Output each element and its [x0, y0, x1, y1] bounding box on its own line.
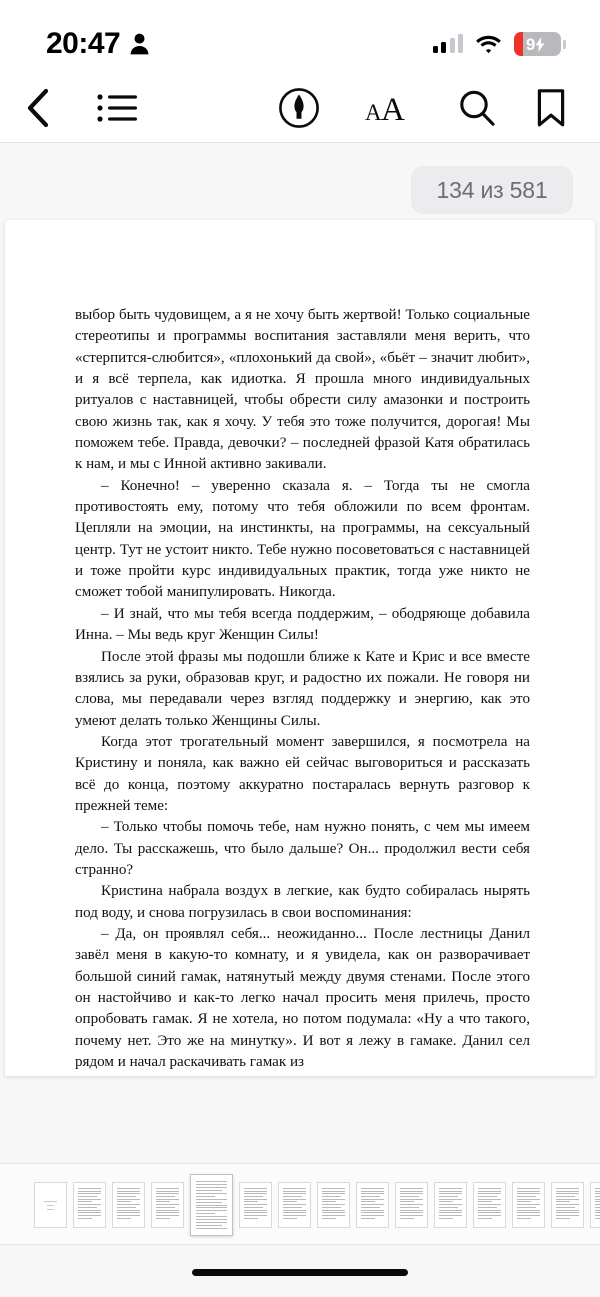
thumbnail-text-line: [556, 1201, 570, 1202]
thumbnail-text-line: [117, 1201, 131, 1202]
thumbnail-text-line: [244, 1207, 263, 1208]
thumbnail-text-line: [439, 1201, 453, 1202]
thumbnail-text-line: [156, 1201, 170, 1202]
status-bar: [0, 0, 600, 72]
thumbnail-text-line: [78, 1207, 97, 1208]
thumbnail-text-line: [439, 1218, 453, 1219]
thumbnail-text-line: [156, 1193, 179, 1194]
thumbnail-text-line: [78, 1215, 101, 1216]
reader-page[interactable]: [5, 220, 595, 1076]
bookmark-icon: [537, 89, 565, 127]
thumbnail-text-line: [78, 1201, 92, 1202]
thumbnail-text-line: [439, 1204, 462, 1205]
thumbnail-text-line: [196, 1190, 222, 1191]
thumbnail-text-line: [478, 1212, 501, 1213]
thumbnail-text-line: [244, 1191, 267, 1192]
thumbnail-text-line: [196, 1202, 222, 1203]
bulleted-list-icon: [97, 93, 137, 123]
thumbnail-text-line: [400, 1201, 414, 1202]
thumbnail-text-line: [439, 1193, 462, 1194]
thumbnail-text-line: [156, 1191, 179, 1192]
thumbnail-text-line: [156, 1199, 179, 1200]
thumbnail-page[interactable]: [112, 1182, 145, 1228]
thumbnail-text-line: [517, 1191, 540, 1192]
thumbnail-text-line: [78, 1204, 101, 1205]
status-bar-right: [433, 32, 567, 56]
thumbnail-text-line: [400, 1210, 423, 1211]
thumbnail-text-line: [595, 1199, 600, 1200]
thumbnail-text-line: [478, 1204, 501, 1205]
thumbnail-page[interactable]: [317, 1182, 350, 1228]
thumbnail-text-line: [361, 1191, 384, 1192]
search-button[interactable]: [446, 72, 508, 143]
thumbnail-text-line: [517, 1204, 540, 1205]
status-bar-clock: 20:47: [46, 27, 121, 60]
thumbnail-page[interactable]: [356, 1182, 389, 1228]
thumbnail-text-line: [361, 1210, 384, 1211]
thumbnail-text-line: [78, 1218, 92, 1219]
wifi-icon: [476, 35, 501, 54]
thumbnail-text-line: [244, 1204, 267, 1205]
thumbnail-text-line: [361, 1212, 384, 1213]
thumbnail-text-line: [478, 1193, 501, 1194]
page-paragraph: Кристина набрала воздух в легкие, как будто собиралась нырять под воду, и снова погрузилась в свои воспоминания:: [75, 883, 530, 921]
thumbnail-text-line: [78, 1212, 101, 1213]
thumbnail-text-line: [361, 1201, 375, 1202]
thumbnail-text-line: [196, 1210, 227, 1211]
thumbnail-text-line: [556, 1191, 579, 1192]
thumbnail-text-line: [78, 1191, 101, 1192]
thumbnail-text-line: [400, 1199, 423, 1200]
lightning-bolt-icon: [535, 37, 545, 52]
thumbnail-text-line: [283, 1207, 302, 1208]
bookmark-button[interactable]: [522, 72, 580, 143]
thumbnail-page[interactable]: [151, 1182, 184, 1228]
page-paragraph: выбор быть чудовищем, а я не хочу быть жертвой! Только социальные стереотипы и программы воспитания заставляли меня верить, что «стерпится-слюбится», «плохонький да свой», «бьёт – значит любит», и я всё терпела, как идиотка. Я прошла много индивидуальных ритуалов с наставницей, чтобы обрести силу амазонки и построить свою жизнь так, как я хочу. У тебя это тоже получится, дорогая! Мы поможем тебе. Правда, девочки? – последней фразой Катя обратилась к нам, и мы с Инной активно закивали.: [75, 307, 530, 473]
thumbnail-text-line: [556, 1207, 575, 1208]
thumbnail-page[interactable]: [590, 1182, 600, 1228]
thumbnail-text-line: [595, 1193, 600, 1194]
thumbnail-text-line: [156, 1218, 170, 1219]
thumbnail-text-line: [595, 1191, 600, 1192]
thumbnail-text-line: [595, 1212, 600, 1213]
thumbnail-text-line: [439, 1212, 462, 1213]
page-paragraph: – Только чтобы помочь тебе, нам нужно понять, с чем мы имеем дело. Ты расскажешь, что было дальше? Он... продолжил вести себя странно?: [75, 819, 530, 878]
thumbnail-text-line: [517, 1212, 540, 1213]
thumbnail-text-line: [117, 1199, 140, 1200]
thumbnail-text-line: [322, 1191, 345, 1192]
thumbnail-text-line: [244, 1218, 258, 1219]
thumbnail-text-line: [196, 1219, 227, 1220]
battery-cap: [563, 40, 566, 49]
thumbnail-text-line: [595, 1196, 600, 1197]
thumbnail-text-line: [156, 1196, 175, 1197]
thumbnail-text-line: [595, 1204, 600, 1205]
thumbnail-text-line: [78, 1210, 101, 1211]
status-bar-left: [46, 29, 149, 59]
thumbnail-text-line: [244, 1212, 267, 1213]
thumbnail-page[interactable]: [551, 1182, 584, 1228]
thumbnail-text-line: [556, 1212, 579, 1213]
thumbnail-text-line: [196, 1228, 227, 1229]
thumbnail-text-line: [244, 1215, 267, 1216]
thumbnail-text-line: [478, 1196, 497, 1197]
thumbnail-page[interactable]: [278, 1182, 311, 1228]
thumbnail-text-line: [156, 1215, 179, 1216]
thumbnail-text-line: [47, 1205, 54, 1206]
thumbnail-text-line: [196, 1222, 227, 1223]
thumbnail-page[interactable]: [473, 1182, 506, 1228]
thumbnail-text-line: [400, 1218, 414, 1219]
thumbnail-text-line: [361, 1218, 375, 1219]
thumbnail-text-line: [117, 1193, 140, 1194]
thumbnail-text-line: [196, 1181, 227, 1182]
thumbnail-text-line: [478, 1191, 501, 1192]
thumbnail-text-line: [517, 1188, 540, 1189]
thumbnail-text-line: [196, 1187, 227, 1188]
thumbnail-text-line: [196, 1207, 227, 1208]
thumbnail-text-line: [244, 1188, 267, 1189]
thumbnail-text-line: [556, 1196, 575, 1197]
thumbnail-text-line: [556, 1188, 579, 1189]
battery-fill: [514, 32, 523, 56]
thumbnail-strip[interactable]: [0, 1164, 600, 1246]
thumbnail-text-line: [361, 1188, 384, 1189]
thumbnail-text-line: [478, 1210, 501, 1211]
thumbnail-text-line: [117, 1215, 140, 1216]
thumbnail-text-line: [244, 1201, 258, 1202]
thumbnail-page[interactable]: [73, 1182, 106, 1228]
cellular-bars-icon: [433, 35, 464, 53]
thumbnail-text-line: [361, 1196, 380, 1197]
thumbnail-text-line: [361, 1215, 384, 1216]
thumbnail-text-line: [478, 1201, 492, 1202]
thumbnail-text-line: [322, 1204, 345, 1205]
thumbnail-text-line: [517, 1193, 540, 1194]
thumbnail-text-line: [283, 1218, 297, 1219]
thumbnail-text-line: [78, 1196, 97, 1197]
thumbnail-text-line: [283, 1204, 306, 1205]
thumbnail-text-line: [196, 1193, 227, 1194]
text-size-icon: [365, 91, 413, 125]
thumbnail-text-line: [322, 1215, 345, 1216]
thumbnail-text-line: [361, 1207, 380, 1208]
thumbnail-text-line: [117, 1191, 140, 1192]
thumbnail-text-line: [400, 1188, 423, 1189]
page-paragraph: – Да, он проявлял себя... неожиданно... После лестницы Данил завёл меня в какую-то комнату, и я увидела, как он разворачивает большой синий гамак, натянутый между двумя стенами. После этого он настойчиво и как-то легко начал просить меня прилечь, просто опробовать гамак. Я не хотела, но потом подумала: «Ну а что такого, почему нет. Это же на минутку». И вот я лежу в гамаке. Данил сел рядом и начал раскачивать гамак из: [75, 925, 530, 1071]
thumbnail-text-line: [196, 1184, 227, 1185]
thumbnail-text-line: [117, 1207, 136, 1208]
svg-text:A: A: [381, 91, 405, 125]
thumbnail-text-line: [283, 1215, 306, 1216]
thumbnail-text-line: [400, 1196, 419, 1197]
thumbnail-text-line: [439, 1207, 458, 1208]
thumbnail-text-line: [556, 1215, 579, 1216]
thumbnail-text-line: [322, 1193, 345, 1194]
thumbnail-text-line: [117, 1188, 140, 1189]
thumbnail-text-line: [196, 1199, 227, 1200]
battery-body: [514, 32, 561, 56]
thumbnail-text-line: [283, 1199, 306, 1200]
thumbnail-text-line: [439, 1215, 462, 1216]
thumbnail-page[interactable]: [434, 1182, 467, 1228]
thumbnail-text-line: [322, 1196, 341, 1197]
thumbnail-text-line: [556, 1210, 579, 1211]
thumbnail-text-line: [478, 1207, 497, 1208]
thumbnail-text-line: [517, 1196, 536, 1197]
svg-text:A: A: [365, 99, 382, 125]
thumbnail-text-line: [322, 1218, 336, 1219]
thumbnail-text-line: [196, 1205, 227, 1206]
thumbnail-text-line: [196, 1225, 222, 1226]
battery-percent-label: 9: [525, 34, 536, 54]
thumbnail-text-line: [439, 1188, 462, 1189]
thumbnail-page[interactable]: [512, 1182, 545, 1228]
page-paragraph: – И знай, что мы тебя всегда поддержим, – ободряюще добавила Инна. – Мы ведь круг Женщин Силы!: [75, 605, 530, 644]
thumbnail-text-line: [595, 1188, 600, 1189]
thumbnail-text-line: [439, 1196, 458, 1197]
thumbnail-text-line: [517, 1215, 540, 1216]
page-body-text: [75, 305, 530, 1073]
text-size-button[interactable]: [358, 72, 420, 143]
thumbnail-text-line: [400, 1215, 423, 1216]
thumbnail-text-line: [322, 1207, 341, 1208]
thumbnail-text-line: [283, 1193, 306, 1194]
thumbnail-text-line: [478, 1215, 501, 1216]
thumbnail-text-line: [78, 1193, 101, 1194]
thumbnail-text-line: [196, 1216, 227, 1217]
table-of-contents-button[interactable]: [86, 72, 148, 143]
thumbnail-text-line: [156, 1212, 179, 1213]
thumbnail-text-line: [47, 1209, 54, 1210]
page-paragraph: Когда этот трогательный момент завершился, я посмотрела на Кристину и поняла, как важно ей сейчас выговориться и рассказать всё до конца, поэтому аккуратно постаралась вернуть разговор к прежней теме:: [75, 733, 530, 814]
page-paragraph: После этой фразы мы подошли ближе к Кате и Крис и все вместе взялись за руки, образовав круг, и радостно их пожали. Не говоря ни слова, мы передавали через взгляд поддержку и энергию, как это умеют делать только Женщины Силы.: [75, 648, 530, 729]
thumbnail-text-line: [517, 1218, 531, 1219]
thumbnail-text-line: [595, 1207, 600, 1208]
thumbnail-text-line: [322, 1199, 345, 1200]
thumbnail-page[interactable]: [239, 1182, 272, 1228]
thumbnail-text-line: [556, 1193, 579, 1194]
thumbnail-text-line: [478, 1199, 501, 1200]
thumbnail-text-line: [78, 1188, 101, 1189]
thumbnail-text-line: [78, 1199, 101, 1200]
thumbnail-text-line: [556, 1204, 579, 1205]
magnifier-icon: [458, 89, 496, 127]
thumbnail-text-line: [517, 1201, 531, 1202]
thumbnail-text-line: [595, 1210, 600, 1211]
thumbnail-text-line: [196, 1196, 215, 1197]
thumbnail-text-line: [283, 1191, 306, 1192]
battery-icon: [514, 32, 566, 56]
thumbnail-text-line: [400, 1204, 423, 1205]
reader-toolbar: [0, 72, 600, 143]
thumbnail-text-line: [156, 1204, 179, 1205]
back-button[interactable]: [10, 72, 64, 143]
thumbnail-text-line: [556, 1199, 579, 1200]
thumbnail-text-line: [439, 1191, 462, 1192]
thumbnail-text-line: [283, 1196, 302, 1197]
page-scrubber[interactable]: [0, 1163, 600, 1245]
thumbnail-page[interactable]: [34, 1182, 67, 1228]
home-indicator: [192, 1269, 408, 1276]
thumbnail-text-line: [283, 1212, 306, 1213]
battery-level: [526, 36, 545, 53]
thumbnail-text-line: [156, 1210, 179, 1211]
thumbnail-text-line: [244, 1196, 263, 1197]
thumbnail-text-line: [117, 1218, 131, 1219]
marker-pen-circle-icon: [278, 87, 320, 129]
thumbnail-text-line: [595, 1218, 600, 1219]
thumbnail-text-line: [361, 1199, 384, 1200]
thumbnail-text-line: [400, 1193, 423, 1194]
page-paragraph: – Конечно! – уверенно сказала я. – Тогда ты не смогла противостоять ему, потому что тебя обложили по всем фронтам. Цепляли на эмоции, на инстинкты, на программы, на сексуальный центр. Тут не устоит никто. Тебе нужно посоветоваться с наставницей и тоже пройти курс индивидуальных практик, тогда уже никто не сможет тобой манипулировать. Никогда.: [75, 477, 530, 601]
thumbnail-text-line: [117, 1212, 140, 1213]
thumbnail-text-line: [156, 1188, 179, 1189]
thumbnail-text-line: [517, 1207, 536, 1208]
thumbnail-text-line: [117, 1210, 140, 1211]
thumbnail-text-line: [244, 1210, 267, 1211]
thumbnail-text-line: [517, 1199, 540, 1200]
thumbnail-text-line: [400, 1212, 423, 1213]
thumbnail-text-line: [439, 1199, 462, 1200]
thumbnail-text-line: [283, 1188, 306, 1189]
thumbnail-text-line: [44, 1201, 57, 1202]
chevron-left-icon: [24, 88, 50, 128]
highlighter-button[interactable]: [268, 72, 330, 143]
thumbnail-text-line: [361, 1204, 384, 1205]
person-icon: [130, 33, 149, 55]
thumbnail-text-line: [322, 1212, 345, 1213]
thumbnail-text-line: [244, 1193, 267, 1194]
thumbnail-text-line: [595, 1215, 600, 1216]
thumbnail-text-line: [556, 1218, 570, 1219]
thumbnail-text-line: [117, 1196, 136, 1197]
thumbnail-text-line: [400, 1207, 419, 1208]
thumbnail-text-line: [283, 1201, 297, 1202]
thumbnail-text-line: [322, 1188, 345, 1189]
thumbnail-text-line: [244, 1199, 267, 1200]
thumbnail-text-line: [361, 1193, 384, 1194]
thumbnail-text-line: [117, 1204, 140, 1205]
thumbnail-text-line: [196, 1213, 215, 1214]
thumbnail-current[interactable]: [190, 1174, 233, 1236]
thumbnail-text-line: [322, 1210, 345, 1211]
page-indicator-badge: 134 из 581: [411, 166, 573, 214]
thumbnail-text-line: [478, 1218, 492, 1219]
thumbnail-text-line: [478, 1188, 501, 1189]
thumbnail-text-line: [517, 1210, 540, 1211]
thumbnail-text-line: [439, 1210, 462, 1211]
thumbnail-text-line: [283, 1210, 306, 1211]
thumbnail-text-line: [400, 1191, 423, 1192]
thumbnail-text-line: [322, 1201, 336, 1202]
thumbnail-text-line: [156, 1207, 175, 1208]
thumbnail-text-line: [595, 1201, 600, 1202]
thumbnail-page[interactable]: [395, 1182, 428, 1228]
